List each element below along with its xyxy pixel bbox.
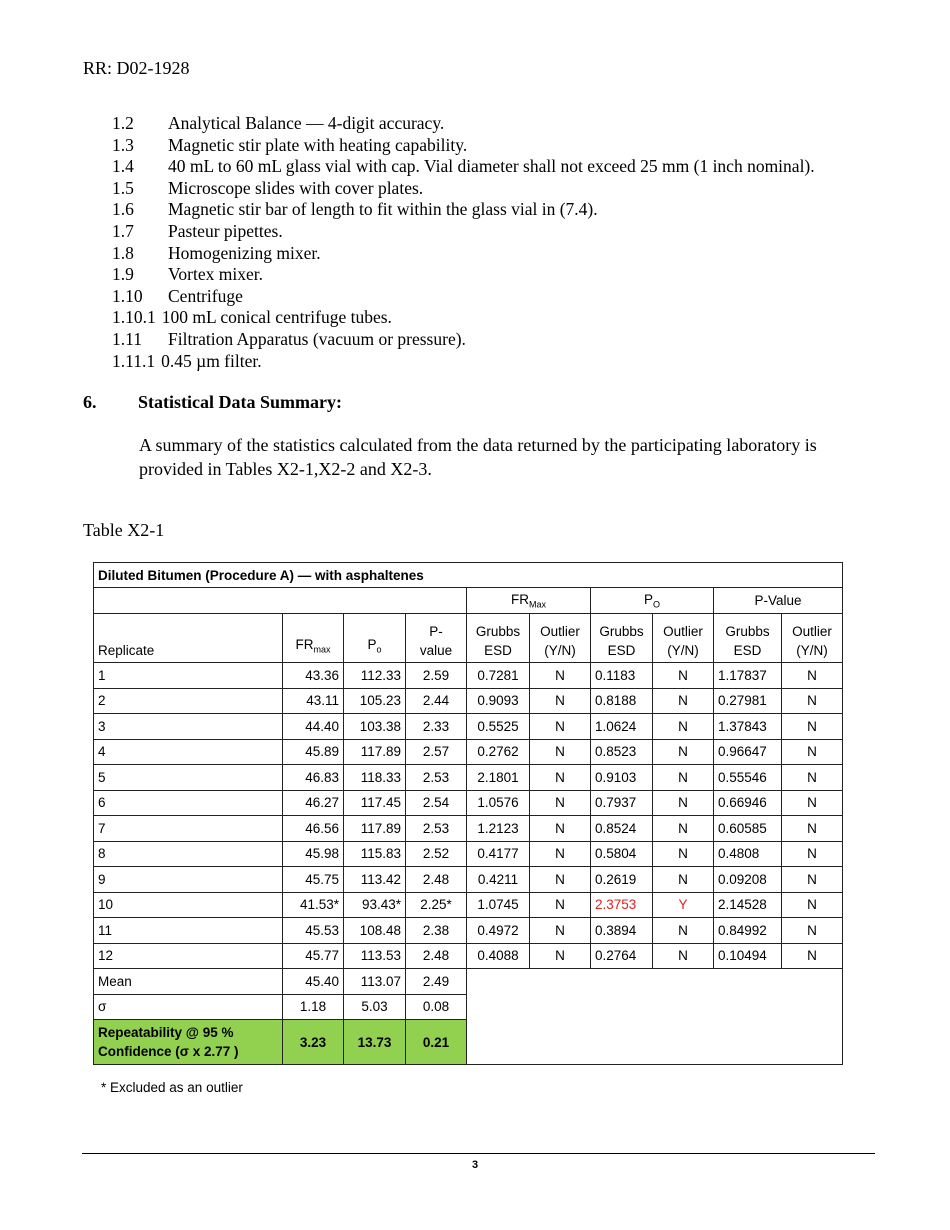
cell-frmax: 46.56: [283, 816, 344, 842]
cell-replicate: 7: [94, 816, 283, 842]
cell-frmax: 43.36: [283, 663, 344, 689]
list-item-text: Microscope slides with cover plates.: [168, 177, 424, 198]
list-item-number: 1.8: [112, 242, 134, 263]
table-row: [94, 663, 843, 689]
cell-pvalue-grubbs: 0.84992: [714, 918, 782, 944]
cell-frmax-outlier: N: [530, 841, 591, 867]
cell-pvalue: 2.52: [406, 841, 467, 867]
table-caption: Table X2-1: [83, 520, 165, 540]
table-row: [94, 867, 843, 893]
section-paragraph: A summary of the statistics calculated from the data returned by the participating laboratory is provided in Tables X2-1,X2-2 and X2-3.: [139, 435, 817, 479]
cell-replicate: 4: [94, 739, 283, 765]
cell-pvalue-outlier: N: [782, 841, 843, 867]
table-row: [94, 841, 843, 867]
list-item-text: Centrifuge: [168, 285, 243, 306]
cell-pvalue-grubbs: 0.27981: [714, 688, 782, 714]
cell-po-outlier: Y: [653, 892, 714, 918]
cell-replicate: 10: [94, 892, 283, 918]
column-header-frmax: $FR_{max}$: [283, 614, 344, 663]
cell-frmax-outlier: N: [530, 663, 591, 689]
list-item-text: 40 mL to 60 mL glass vial with cap. Vial diameter shall not exceed 25 mm (1 inch nominal).: [168, 156, 815, 177]
cell-po: 108.48: [344, 918, 406, 944]
cell-pvalue-grubbs: 0.4808: [714, 841, 782, 867]
list-item: [112, 199, 815, 221]
group-header-po: $P_O$: [591, 588, 714, 614]
list-item: [112, 264, 815, 286]
cell-po: 113.42: [344, 867, 406, 893]
list-item-number: 1.2: [112, 113, 134, 133]
column-header-po: $P_o$: [344, 614, 406, 663]
cell-po-grubbs: 1.0624: [591, 714, 653, 740]
cell-replicate: 12: [94, 943, 283, 969]
list-item: [112, 286, 815, 308]
cell-frmax-grubbs: 0.4972: [467, 918, 530, 944]
cell-frmax: 45.98: [283, 841, 344, 867]
repeatability-frmax: 3.23: [283, 1020, 344, 1065]
repeatability-label: Repeatability @ 95 % Confidence (σ x 2.77 ): [94, 1020, 283, 1065]
cell-frmax-grubbs: 1.0745: [467, 892, 530, 918]
cell-replicate: 9: [94, 867, 283, 893]
table-row: [94, 943, 843, 969]
footer-divider: [82, 1153, 875, 1154]
list-item: [112, 178, 815, 200]
cell-po: 117.89: [344, 739, 406, 765]
list-item: [112, 221, 815, 243]
column-header-outlier: Outlier (Y/N): [782, 614, 843, 663]
cell-pvalue: 2.53: [406, 765, 467, 791]
sigma-po: 5.03: [344, 994, 406, 1020]
cell-pvalue: 2.44: [406, 688, 467, 714]
cell-po: 118.33: [344, 765, 406, 791]
table-row: [94, 790, 843, 816]
mean-frmax: 45.40: [283, 969, 344, 995]
cell-po-grubbs: 0.5804: [591, 841, 653, 867]
cell-frmax: 45.53: [283, 918, 344, 944]
column-header-outlier: Outlier (Y/N): [530, 614, 591, 663]
table-row: [94, 688, 843, 714]
cell-pvalue-outlier: N: [782, 867, 843, 893]
section-heading: [83, 392, 342, 413]
cell-po-grubbs: 0.8524: [591, 816, 653, 842]
mean-po: 113.07: [344, 969, 406, 995]
cell-pvalue-grubbs: 0.96647: [714, 739, 782, 765]
list-item: [112, 351, 815, 373]
cell-pvalue-grubbs: 0.60585: [714, 816, 782, 842]
list-item-number: 1.7: [112, 220, 134, 241]
cell-replicate: 6: [94, 790, 283, 816]
column-header-grubbs-esd: Grubbs ESD: [714, 614, 782, 663]
page-number: 3: [471, 1159, 479, 1171]
list-item-number: 1.3: [112, 134, 134, 155]
cell-po-grubbs: 0.3894: [591, 918, 653, 944]
cell-pvalue-grubbs: 0.09208: [714, 867, 782, 893]
statistics-table: [93, 562, 843, 1065]
list-item-text: Magnetic stir bar of length to fit within the glass vial in (7.4).: [168, 199, 598, 220]
cell-po-outlier: N: [653, 765, 714, 791]
list-item-number: 1.10.1: [112, 307, 156, 328]
cell-pvalue-grubbs: 0.66946: [714, 790, 782, 816]
cell-frmax-grubbs: 1.0576: [467, 790, 530, 816]
cell-frmax-grubbs: 0.2762: [467, 739, 530, 765]
list-item: [112, 156, 815, 178]
list-item: [112, 243, 815, 265]
list-item-number: 1.9: [112, 264, 134, 285]
mean-pvalue: 2.49: [406, 969, 467, 995]
list-item-text: Analytical Balance — 4-digit accuracy.: [168, 113, 445, 133]
cell-po-grubbs: 2.3753: [591, 892, 653, 918]
cell-pvalue: 2.48: [406, 867, 467, 893]
cell-pvalue-outlier: N: [782, 739, 843, 765]
cell-frmax-outlier: N: [530, 867, 591, 893]
cell-frmax: 45.75: [283, 867, 344, 893]
list-item: [112, 329, 815, 351]
column-header-replicate: Replicate: [94, 614, 283, 663]
mean-label: Mean: [94, 969, 283, 995]
cell-frmax-outlier: N: [530, 918, 591, 944]
cell-po-outlier: N: [653, 688, 714, 714]
sigma-label: σ: [94, 994, 283, 1020]
cell-pvalue: 2.48: [406, 943, 467, 969]
cell-po-outlier: N: [653, 918, 714, 944]
cell-po-grubbs: 0.7937: [591, 790, 653, 816]
cell-frmax-outlier: N: [530, 688, 591, 714]
cell-pvalue: 2.25*: [406, 892, 467, 918]
list-item-number: 1.10: [112, 285, 143, 306]
cell-frmax-outlier: N: [530, 892, 591, 918]
cell-po: 113.53: [344, 943, 406, 969]
cell-pvalue-outlier: N: [782, 943, 843, 969]
list-item-text: 100 mL conical centrifuge tubes.: [161, 307, 392, 328]
repeatability-po: 13.73: [344, 1020, 406, 1065]
cell-pvalue-outlier: N: [782, 892, 843, 918]
list-item: [112, 113, 815, 135]
cell-frmax: 46.27: [283, 790, 344, 816]
cell-frmax-outlier: N: [530, 765, 591, 791]
cell-po: 115.83: [344, 841, 406, 867]
column-header-outlier: Outlier (Y/N): [653, 614, 714, 663]
cell-pvalue-outlier: N: [782, 790, 843, 816]
cell-po-outlier: N: [653, 867, 714, 893]
cell-replicate: 5: [94, 765, 283, 791]
cell-frmax: 46.83: [283, 765, 344, 791]
cell-frmax-outlier: N: [530, 816, 591, 842]
table-row: [94, 816, 843, 842]
equipment-list: [112, 113, 815, 372]
cell-frmax-grubbs: 0.4088: [467, 943, 530, 969]
cell-frmax-outlier: N: [530, 943, 591, 969]
cell-po-grubbs: 0.9103: [591, 765, 653, 791]
cell-frmax-grubbs: 2.1801: [467, 765, 530, 791]
cell-frmax-grubbs: 0.7281: [467, 663, 530, 689]
table-row: [94, 918, 843, 944]
cell-pvalue-grubbs: 1.17837: [714, 663, 782, 689]
list-item-text: Filtration Apparatus (vacuum or pressure).: [168, 328, 466, 349]
table-row: [94, 892, 843, 918]
column-header-pvalue: P- value: [406, 614, 467, 663]
list-item: [112, 135, 815, 157]
list-item-text: Magnetic stir plate with heating capability.: [168, 134, 468, 155]
sigma-pvalue: 0.08: [406, 994, 467, 1020]
cell-pvalue-outlier: N: [782, 663, 843, 689]
cell-pvalue-grubbs: 0.55546: [714, 765, 782, 791]
cell-frmax: 41.53*: [283, 892, 344, 918]
cell-pvalue-outlier: N: [782, 816, 843, 842]
cell-replicate: 2: [94, 688, 283, 714]
cell-po-outlier: N: [653, 841, 714, 867]
cell-pvalue-outlier: N: [782, 765, 843, 791]
cell-po-outlier: N: [653, 790, 714, 816]
cell-frmax: 45.77: [283, 943, 344, 969]
list-item-text: Pasteur pipettes.: [168, 220, 283, 241]
table-row: [94, 739, 843, 765]
cell-frmax-outlier: N: [530, 790, 591, 816]
section-number: 6.: [83, 392, 97, 412]
cell-pvalue: 2.59: [406, 663, 467, 689]
cell-frmax: 43.11: [283, 688, 344, 714]
table-title: Diluted Bitumen (Procedure A) — with asphaltenes: [94, 563, 843, 588]
cell-pvalue-grubbs: 0.10494: [714, 943, 782, 969]
header-spacer: [94, 588, 467, 614]
column-header-grubbs-esd: Grubbs ESD: [591, 614, 653, 663]
cell-po-grubbs: 0.8188: [591, 688, 653, 714]
cell-po-outlier: N: [653, 739, 714, 765]
cell-po-grubbs: 0.2764: [591, 943, 653, 969]
cell-po-outlier: N: [653, 943, 714, 969]
list-item-text: 0.45 µm filter.: [161, 350, 262, 371]
table-row: [94, 714, 843, 740]
list-item-number: 1.6: [112, 199, 134, 220]
cell-replicate: 8: [94, 841, 283, 867]
cell-pvalue-grubbs: 2.14528: [714, 892, 782, 918]
cell-replicate: 11: [94, 918, 283, 944]
list-item-number: 1.11.1: [112, 350, 156, 371]
cell-pvalue: 2.53: [406, 816, 467, 842]
cell-po-grubbs: 0.1183: [591, 663, 653, 689]
cell-frmax-outlier: N: [530, 739, 591, 765]
cell-pvalue-outlier: N: [782, 688, 843, 714]
cell-frmax-grubbs: 1.2123: [467, 816, 530, 842]
cell-frmax-outlier: N: [530, 714, 591, 740]
repeatability-pvalue: 0.21: [406, 1020, 467, 1065]
cell-frmax-grubbs: 0.4211: [467, 867, 530, 893]
cell-po: 103.38: [344, 714, 406, 740]
cell-po: 93.43*: [344, 892, 406, 918]
table-body: [94, 663, 843, 969]
section-title: Statistical Data Summary:: [138, 392, 342, 412]
cell-frmax-grubbs: 0.9093: [467, 688, 530, 714]
cell-po: 112.33: [344, 663, 406, 689]
cell-pvalue: 2.38: [406, 918, 467, 944]
cell-pvalue-grubbs: 1.37843: [714, 714, 782, 740]
empty-region: [467, 969, 843, 1065]
group-header-pvalue: P-Value: [714, 588, 843, 614]
cell-po: 117.45: [344, 790, 406, 816]
cell-po-outlier: N: [653, 816, 714, 842]
column-header-grubbs-esd: Grubbs ESD: [467, 614, 530, 663]
list-item-number: 1.5: [112, 177, 134, 198]
cell-pvalue: 2.33: [406, 714, 467, 740]
cell-pvalue: 2.54: [406, 790, 467, 816]
cell-frmax: 45.89: [283, 739, 344, 765]
cell-pvalue: 2.57: [406, 739, 467, 765]
cell-replicate: 3: [94, 714, 283, 740]
list-item-number: 1.11: [112, 328, 142, 349]
cell-po-outlier: N: [653, 663, 714, 689]
cell-frmax-grubbs: 0.5525: [467, 714, 530, 740]
cell-po: 105.23: [344, 688, 406, 714]
group-header-frmax: $FR_{Max}$: [467, 588, 591, 614]
sigma-frmax: 1.18: [283, 994, 344, 1020]
cell-pvalue-outlier: N: [782, 714, 843, 740]
cell-replicate: 1: [94, 663, 283, 689]
list-item: [112, 307, 815, 329]
cell-po: 117.89: [344, 816, 406, 842]
cell-po-grubbs: 0.2619: [591, 867, 653, 893]
list-item-text: Homogenizing mixer.: [168, 242, 321, 263]
table-row: [94, 765, 843, 791]
document-id-header: RR: D02-1928: [83, 58, 190, 78]
list-item-number: 1.4: [112, 156, 134, 177]
cell-frmax: 44.40: [283, 714, 344, 740]
cell-frmax-grubbs: 0.4177: [467, 841, 530, 867]
cell-po-outlier: N: [653, 714, 714, 740]
table-footnote: * Excluded as an outlier: [101, 1080, 243, 1095]
cell-po-grubbs: 0.8523: [591, 739, 653, 765]
list-item-text: Vortex mixer.: [168, 264, 263, 285]
cell-pvalue-outlier: N: [782, 918, 843, 944]
